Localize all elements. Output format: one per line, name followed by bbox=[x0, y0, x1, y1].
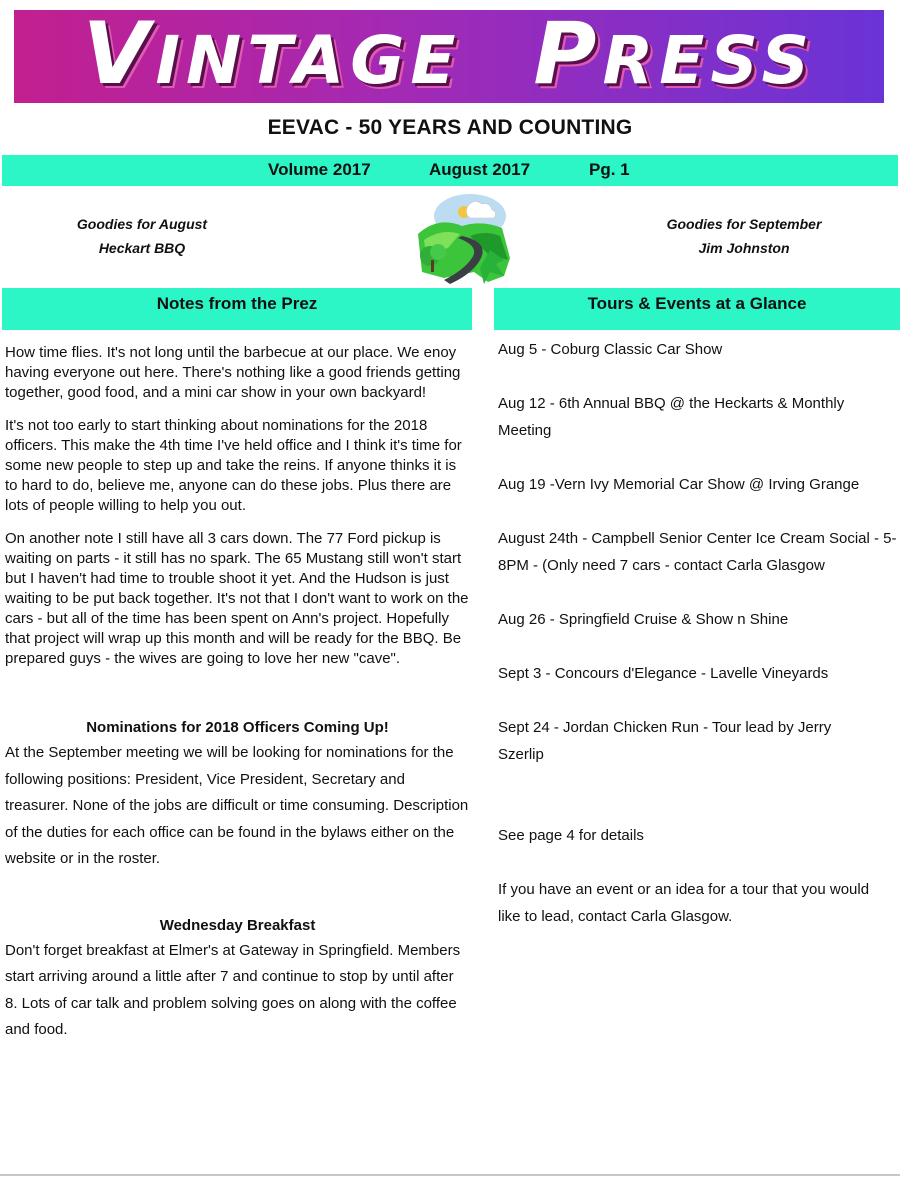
title-word-vintage: INTAGE bbox=[155, 22, 462, 99]
event-item: Aug 5 - Coburg Classic Car Show bbox=[498, 341, 723, 358]
breakfast-body: Don't forget breakfast at Elmer's at Gateway in Springfield. Members start arriving around a little after 7 and continue to stop by until after 8. Lots of car talk and problem solving goes on along with the coffee and food. bbox=[5, 941, 461, 1038]
event-item: Aug 19 -Vern Ivy Memorial Car Show @ Irving Grange bbox=[498, 476, 860, 493]
issue-page: Pg. 1 bbox=[589, 160, 630, 179]
prez-notes-column bbox=[5, 343, 470, 1057]
event-item: Sept 24 - Jordan Chicken Run - Tour lead by Jerry Szerlip bbox=[498, 719, 832, 763]
event-item: August 24th - Campbell Senior Center Ice Cream Social - 5-8PM - (Only need 7 cars - contact Carla Glasgow bbox=[498, 530, 897, 574]
title-initial-p: P bbox=[533, 10, 603, 103]
issue-info-bar bbox=[2, 155, 898, 186]
prez-paragraph: On another note I still have all 3 cars down. The 77 Ford pickup is waiting on parts - it still has no spark. The 65 Mustang still won't start but I haven't had time to trouble shoot it yet. And the Hudson is just waiting to be put back together. It's not that I don't want to work on the cars - but all of the time has been spent on Ann's project. Hopefully that project will wrap up this month and will be ready for the BBQ. Be prepared guys - the wives are going to love her new "cave". bbox=[5, 530, 469, 667]
goodies-september-name: Jim Johnston bbox=[698, 240, 790, 256]
landscape-road-icon bbox=[410, 194, 518, 290]
goodies-september-label: Goodies for September bbox=[666, 216, 822, 232]
nominations-body: At the September meeting we will be looking for nominations for the following positions: President, Vice President, Secretary and treasurer. None of the jobs are difficult or time consuming. Description of the duties for each office can be found in the bylaws either on the website or in the roster. bbox=[5, 744, 469, 867]
event-item: Aug 26 - Springfield Cruise & Show n Shine bbox=[498, 611, 789, 628]
section-header-tours-events: Tours & Events at a Glance bbox=[494, 288, 900, 330]
events-column bbox=[498, 336, 900, 957]
goodies-september bbox=[644, 212, 844, 260]
event-contact-note: If you have an event or an idea for a tour that you would like to lead, contact Carla Glasgow. bbox=[498, 881, 870, 925]
title-word-press: RESS bbox=[602, 22, 816, 99]
goodies-august-label: Goodies for August bbox=[76, 216, 208, 232]
issue-volume: Volume 2017 bbox=[268, 160, 371, 179]
prez-paragraph: How time flies. It's not long until the barbecue at our place. We enoy having everyone out here. There's nothing like a good friends getting together, good food, and a mini car show in your own backyard! bbox=[5, 344, 461, 401]
masthead-subtitle: EEVAC - 50 YEARS AND COUNTING bbox=[267, 116, 633, 139]
nominations-heading: Nominations for 2018 Officers Coming Up! bbox=[86, 719, 389, 736]
issue-date: August 2017 bbox=[429, 160, 531, 179]
event-item: Aug 12 - 6th Annual BBQ @ the Heckarts & Monthly Meeting bbox=[498, 395, 845, 439]
page-bottom-divider bbox=[0, 1174, 900, 1176]
section-header-notes-from-prez: Notes from the Prez bbox=[2, 288, 472, 330]
title-initial-v: V bbox=[82, 10, 156, 103]
goodies-august bbox=[42, 212, 242, 260]
breakfast-heading: Wednesday Breakfast bbox=[159, 916, 316, 934]
goodies-august-name: Heckart BBQ bbox=[98, 240, 186, 256]
newsletter-title bbox=[14, 10, 884, 103]
masthead-banner bbox=[14, 10, 884, 103]
prez-paragraph: It's not too early to start thinking about nominations for the 2018 officers. This make the 4th time I've held office and I think it's time for some new people to step up and take the reins. If anyone thinks it is to hard to do, believe me, anyone can do these jobs. Plus there are lots of people willing to help you out. bbox=[5, 417, 462, 514]
event-item: Sept 3 - Concours d'Elegance - Lavelle Vineyards bbox=[498, 665, 829, 682]
see-page-note: See page 4 for details bbox=[498, 827, 644, 844]
